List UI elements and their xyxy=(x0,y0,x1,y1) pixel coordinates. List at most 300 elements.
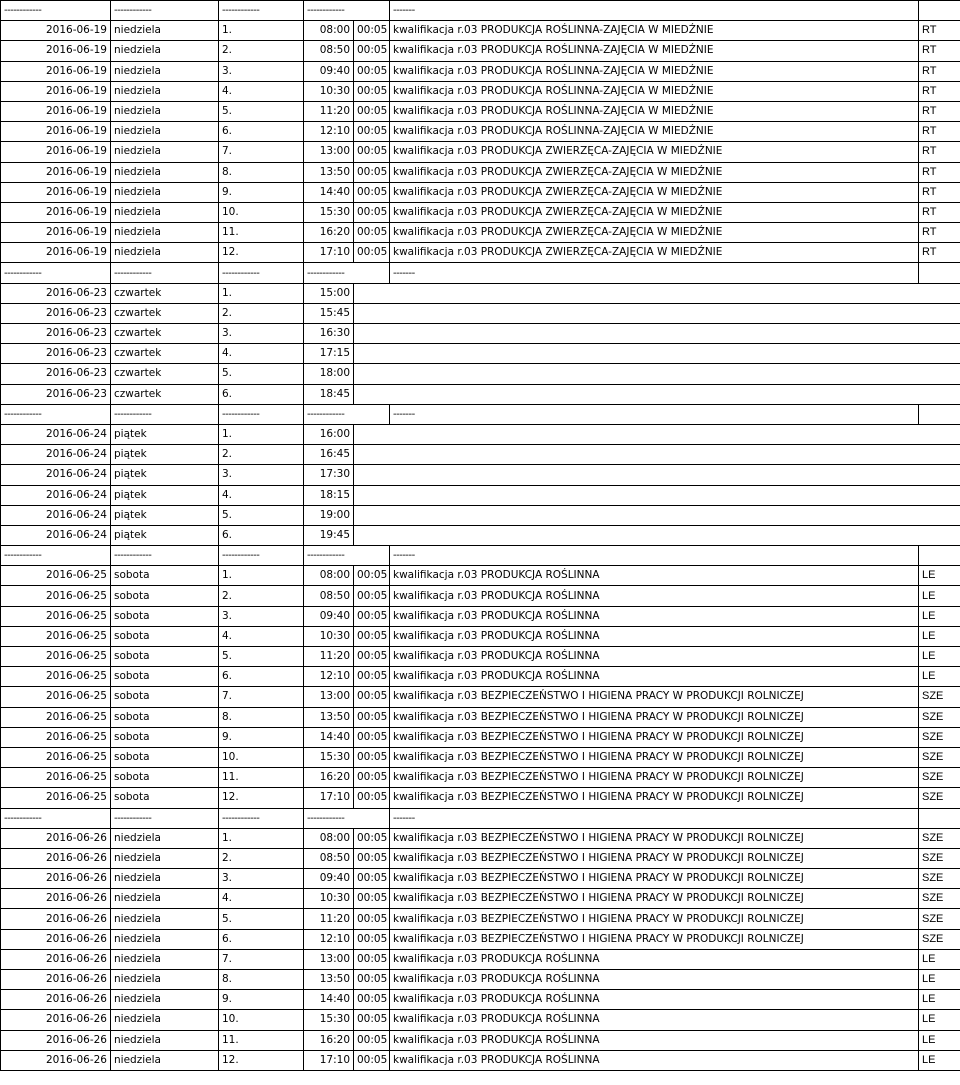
lesson-duration: 00:05 xyxy=(354,1050,390,1070)
lesson-day: sobota xyxy=(111,586,219,606)
lesson-date: 2016-06-26 xyxy=(1,1030,111,1050)
lesson-time: 16:45 xyxy=(304,445,354,465)
lesson-date: 2016-06-23 xyxy=(1,324,111,344)
lesson-time: 18:00 xyxy=(304,364,354,384)
schedule-row xyxy=(1,768,960,788)
lesson-number: 5. xyxy=(219,505,304,525)
lesson-number: 1. xyxy=(219,424,304,444)
schedule-row xyxy=(1,465,960,485)
lesson-date: 2016-06-26 xyxy=(1,869,111,889)
lesson-subject: kwalifikacja r.03 PRODUKCJA ROŚLINNA xyxy=(390,1030,919,1050)
separator-dash: ------- xyxy=(390,808,919,828)
schedule-row xyxy=(1,566,960,586)
lesson-number: 7. xyxy=(219,949,304,969)
separator-row xyxy=(1,263,960,283)
lesson-date: 2016-06-26 xyxy=(1,929,111,949)
lesson-date: 2016-06-25 xyxy=(1,647,111,667)
lesson-day: niedziela xyxy=(111,81,219,101)
lesson-number: 6. xyxy=(219,667,304,687)
schedule-row xyxy=(1,1010,960,1030)
separator-dash: ------------ xyxy=(111,404,219,424)
teacher-code: LE xyxy=(919,647,960,667)
lesson-duration: 00:05 xyxy=(354,202,390,222)
lesson-number: 2. xyxy=(219,848,304,868)
lesson-day: niedziela xyxy=(111,828,219,848)
teacher-code: LE xyxy=(919,1010,960,1030)
schedule-row xyxy=(1,424,960,444)
lesson-number: 3. xyxy=(219,324,304,344)
schedule-row xyxy=(1,162,960,182)
schedule-row xyxy=(1,990,960,1010)
teacher-code: RT xyxy=(919,182,960,202)
lesson-subject: kwalifikacja r.03 PRODUKCJA ROŚLINNA-ZAJĘCIA W MIEDŹNIE xyxy=(390,122,919,142)
schedule-row xyxy=(1,202,960,222)
lesson-date: 2016-06-19 xyxy=(1,101,111,121)
lesson-duration: 00:05 xyxy=(354,21,390,41)
separator-blank xyxy=(919,263,960,283)
lesson-number: 1. xyxy=(219,566,304,586)
schedule-row xyxy=(1,909,960,929)
lesson-date: 2016-06-19 xyxy=(1,21,111,41)
lesson-date: 2016-06-24 xyxy=(1,525,111,545)
separator-dash: ------------ xyxy=(304,546,390,566)
teacher-code: SZE xyxy=(919,727,960,747)
schedule-row xyxy=(1,81,960,101)
schedule-row xyxy=(1,445,960,465)
lesson-time: 17:30 xyxy=(304,465,354,485)
lesson-date: 2016-06-23 xyxy=(1,384,111,404)
lesson-duration: 00:05 xyxy=(354,889,390,909)
lesson-subject: kwalifikacja r.03 PRODUKCJA ROŚLINNA xyxy=(390,970,919,990)
lesson-subject: kwalifikacja r.03 BEZPIECZEŃSTWO I HIGIENA PRACY W PRODUKCJI ROLNICZEJ xyxy=(390,909,919,929)
lesson-day: niedziela xyxy=(111,889,219,909)
teacher-code xyxy=(919,303,960,323)
lesson-duration xyxy=(354,485,390,505)
lesson-date: 2016-06-26 xyxy=(1,1010,111,1030)
lesson-number: 7. xyxy=(219,142,304,162)
separator-dash: ------------ xyxy=(1,1,111,21)
separator-dash: ------------ xyxy=(111,808,219,828)
lesson-time: 16:00 xyxy=(304,424,354,444)
teacher-code: SZE xyxy=(919,747,960,767)
lesson-duration: 00:05 xyxy=(354,626,390,646)
lesson-duration: 00:05 xyxy=(354,122,390,142)
lesson-duration: 00:05 xyxy=(354,142,390,162)
lesson-date: 2016-06-26 xyxy=(1,990,111,1010)
lesson-day: niedziela xyxy=(111,848,219,868)
schedule-row xyxy=(1,122,960,142)
lesson-duration: 00:05 xyxy=(354,949,390,969)
lesson-day: niedziela xyxy=(111,223,219,243)
schedule-row xyxy=(1,747,960,767)
teacher-code: LE xyxy=(919,990,960,1010)
separator-dash: ------------ xyxy=(304,263,390,283)
lesson-subject xyxy=(390,324,919,344)
lesson-day: piątek xyxy=(111,465,219,485)
lesson-number: 5. xyxy=(219,909,304,929)
lesson-day: niedziela xyxy=(111,1030,219,1050)
lesson-duration: 00:05 xyxy=(354,81,390,101)
teacher-code: SZE xyxy=(919,768,960,788)
lesson-subject xyxy=(390,505,919,525)
teacher-code: LE xyxy=(919,949,960,969)
lesson-date: 2016-06-24 xyxy=(1,424,111,444)
separator-dash: ------------ xyxy=(219,404,304,424)
lesson-time: 08:50 xyxy=(304,586,354,606)
lesson-date: 2016-06-19 xyxy=(1,243,111,263)
schedule-row xyxy=(1,485,960,505)
lesson-number: 12. xyxy=(219,788,304,808)
lesson-subject: kwalifikacja r.03 PRODUKCJA ROŚLINNA xyxy=(390,606,919,626)
separator-row xyxy=(1,1,960,21)
lesson-duration: 00:05 xyxy=(354,929,390,949)
lesson-duration: 00:05 xyxy=(354,41,390,61)
lesson-duration: 00:05 xyxy=(354,586,390,606)
lesson-number: 10. xyxy=(219,1010,304,1030)
separator-dash: ------- xyxy=(390,263,919,283)
lesson-date: 2016-06-25 xyxy=(1,687,111,707)
lesson-time: 15:30 xyxy=(304,202,354,222)
separator-dash: ------- xyxy=(390,546,919,566)
lesson-date: 2016-06-19 xyxy=(1,61,111,81)
lesson-duration xyxy=(354,364,390,384)
lesson-number: 4. xyxy=(219,81,304,101)
lesson-subject xyxy=(390,364,919,384)
lesson-number: 6. xyxy=(219,929,304,949)
lesson-date: 2016-06-25 xyxy=(1,788,111,808)
lesson-duration: 00:05 xyxy=(354,647,390,667)
lesson-time: 13:50 xyxy=(304,707,354,727)
lesson-number: 3. xyxy=(219,869,304,889)
teacher-code: RT xyxy=(919,223,960,243)
lesson-date: 2016-06-19 xyxy=(1,223,111,243)
teacher-code: SZE xyxy=(919,929,960,949)
lesson-subject: kwalifikacja r.03 BEZPIECZEŃSTWO I HIGIENA PRACY W PRODUKCJI ROLNICZEJ xyxy=(390,828,919,848)
lesson-time: 15:00 xyxy=(304,283,354,303)
lesson-number: 3. xyxy=(219,61,304,81)
lesson-number: 10. xyxy=(219,747,304,767)
schedule-row xyxy=(1,283,960,303)
lesson-date: 2016-06-24 xyxy=(1,485,111,505)
teacher-code: LE xyxy=(919,586,960,606)
separator-dash: ------- xyxy=(390,1,919,21)
lesson-day: sobota xyxy=(111,606,219,626)
lesson-date: 2016-06-25 xyxy=(1,667,111,687)
teacher-code xyxy=(919,525,960,545)
lesson-time: 19:45 xyxy=(304,525,354,545)
teacher-code xyxy=(919,384,960,404)
lesson-day: czwartek xyxy=(111,283,219,303)
teacher-code xyxy=(919,424,960,444)
schedule-row xyxy=(1,626,960,646)
schedule-row xyxy=(1,384,960,404)
teacher-code xyxy=(919,364,960,384)
lesson-number: 8. xyxy=(219,162,304,182)
schedule-row xyxy=(1,949,960,969)
lesson-duration: 00:05 xyxy=(354,1010,390,1030)
lesson-duration xyxy=(354,424,390,444)
lesson-duration: 00:05 xyxy=(354,909,390,929)
lesson-day: sobota xyxy=(111,727,219,747)
lesson-date: 2016-06-19 xyxy=(1,182,111,202)
teacher-code: RT xyxy=(919,142,960,162)
separator-dash: ------------ xyxy=(219,546,304,566)
lesson-duration: 00:05 xyxy=(354,768,390,788)
lesson-day: sobota xyxy=(111,626,219,646)
separator-dash: ------------ xyxy=(1,546,111,566)
lesson-subject: kwalifikacja r.03 PRODUKCJA ROŚLINNA xyxy=(390,1010,919,1030)
schedule-row xyxy=(1,687,960,707)
lesson-date: 2016-06-25 xyxy=(1,566,111,586)
teacher-code: SZE xyxy=(919,788,960,808)
lesson-number: 4. xyxy=(219,626,304,646)
schedule-row xyxy=(1,707,960,727)
lesson-subject: kwalifikacja r.03 PRODUKCJA ZWIERZĘCA-ZAJĘCIA W MIEDŹNIE xyxy=(390,202,919,222)
teacher-code: SZE xyxy=(919,889,960,909)
teacher-code xyxy=(919,324,960,344)
lesson-time: 13:00 xyxy=(304,687,354,707)
separator-dash: ------------ xyxy=(304,808,390,828)
teacher-code: RT xyxy=(919,21,960,41)
lesson-number: 12. xyxy=(219,243,304,263)
lesson-date: 2016-06-26 xyxy=(1,828,111,848)
lesson-date: 2016-06-19 xyxy=(1,41,111,61)
lesson-day: czwartek xyxy=(111,303,219,323)
lesson-number: 4. xyxy=(219,485,304,505)
lesson-duration xyxy=(354,283,390,303)
lesson-time: 13:00 xyxy=(304,949,354,969)
lesson-time: 12:10 xyxy=(304,122,354,142)
lesson-number: 5. xyxy=(219,364,304,384)
lesson-subject: kwalifikacja r.03 PRODUKCJA ROŚLINNA xyxy=(390,990,919,1010)
lesson-duration: 00:05 xyxy=(354,566,390,586)
lesson-time: 10:30 xyxy=(304,81,354,101)
lesson-day: niedziela xyxy=(111,41,219,61)
schedule-row xyxy=(1,586,960,606)
separator-dash: ------------ xyxy=(219,1,304,21)
lesson-duration: 00:05 xyxy=(354,1030,390,1050)
lesson-duration xyxy=(354,303,390,323)
lesson-duration: 00:05 xyxy=(354,687,390,707)
lesson-day: niedziela xyxy=(111,202,219,222)
schedule-row xyxy=(1,364,960,384)
lesson-day: piątek xyxy=(111,424,219,444)
teacher-code: RT xyxy=(919,202,960,222)
lesson-subject: kwalifikacja r.03 PRODUKCJA ROŚLINNA xyxy=(390,647,919,667)
teacher-code: RT xyxy=(919,243,960,263)
lesson-day: niedziela xyxy=(111,949,219,969)
lesson-subject: kwalifikacja r.03 PRODUKCJA ROŚLINNA xyxy=(390,1050,919,1070)
lesson-date: 2016-06-25 xyxy=(1,747,111,767)
schedule-row xyxy=(1,606,960,626)
schedule-row xyxy=(1,525,960,545)
separator-blank xyxy=(919,1,960,21)
lesson-day: czwartek xyxy=(111,344,219,364)
lesson-day: sobota xyxy=(111,667,219,687)
lesson-date: 2016-06-24 xyxy=(1,445,111,465)
lesson-subject: kwalifikacja r.03 BEZPIECZEŃSTWO I HIGIENA PRACY W PRODUKCJI ROLNICZEJ xyxy=(390,747,919,767)
lesson-duration xyxy=(354,525,390,545)
lesson-date: 2016-06-26 xyxy=(1,1050,111,1070)
schedule-row xyxy=(1,324,960,344)
lesson-subject: kwalifikacja r.03 PRODUKCJA ZWIERZĘCA-ZAJĘCIA W MIEDŹNIE xyxy=(390,243,919,263)
lesson-time: 15:30 xyxy=(304,747,354,767)
lesson-date: 2016-06-23 xyxy=(1,303,111,323)
lesson-subject: kwalifikacja r.03 PRODUKCJA ROŚLINNA-ZAJĘCIA W MIEDŹNIE xyxy=(390,41,919,61)
lesson-day: niedziela xyxy=(111,142,219,162)
lesson-number: 2. xyxy=(219,586,304,606)
lesson-subject xyxy=(390,303,919,323)
lesson-time: 17:10 xyxy=(304,788,354,808)
lesson-duration: 00:05 xyxy=(354,747,390,767)
lesson-day: piątek xyxy=(111,485,219,505)
lesson-duration xyxy=(354,384,390,404)
lesson-subject xyxy=(390,525,919,545)
lesson-duration: 00:05 xyxy=(354,101,390,121)
lesson-duration: 00:05 xyxy=(354,727,390,747)
lesson-subject: kwalifikacja r.03 PRODUKCJA ROŚLINNA xyxy=(390,949,919,969)
lesson-date: 2016-06-19 xyxy=(1,142,111,162)
lesson-time: 12:10 xyxy=(304,667,354,687)
schedule-row xyxy=(1,41,960,61)
lesson-day: niedziela xyxy=(111,1050,219,1070)
teacher-code: RT xyxy=(919,122,960,142)
lesson-subject: kwalifikacja r.03 PRODUKCJA ZWIERZĘCA-ZAJĘCIA W MIEDŹNIE xyxy=(390,182,919,202)
lesson-number: 5. xyxy=(219,101,304,121)
schedule-row xyxy=(1,344,960,364)
teacher-code: RT xyxy=(919,162,960,182)
lesson-date: 2016-06-25 xyxy=(1,768,111,788)
lesson-subject: kwalifikacja r.03 PRODUKCJA ROŚLINNA xyxy=(390,626,919,646)
teacher-code xyxy=(919,505,960,525)
separator-dash: ------------ xyxy=(1,808,111,828)
schedule-row xyxy=(1,788,960,808)
lesson-duration xyxy=(354,324,390,344)
teacher-code: SZE xyxy=(919,707,960,727)
lesson-day: niedziela xyxy=(111,970,219,990)
teacher-code: LE xyxy=(919,606,960,626)
lesson-day: sobota xyxy=(111,707,219,727)
lesson-number: 6. xyxy=(219,525,304,545)
lesson-number: 1. xyxy=(219,21,304,41)
schedule-row xyxy=(1,303,960,323)
lesson-subject xyxy=(390,384,919,404)
lesson-date: 2016-06-25 xyxy=(1,727,111,747)
lesson-duration: 00:05 xyxy=(354,707,390,727)
lesson-number: 8. xyxy=(219,707,304,727)
schedule-row xyxy=(1,970,960,990)
lesson-number: 6. xyxy=(219,122,304,142)
teacher-code: RT xyxy=(919,81,960,101)
separator-dash: ------------ xyxy=(1,404,111,424)
lesson-day: sobota xyxy=(111,566,219,586)
lesson-subject: kwalifikacja r.03 PRODUKCJA ROŚLINNA-ZAJĘCIA W MIEDŹNIE xyxy=(390,81,919,101)
lesson-number: 2. xyxy=(219,41,304,61)
schedule-row xyxy=(1,505,960,525)
lesson-day: niedziela xyxy=(111,162,219,182)
separator-dash: ------------ xyxy=(111,263,219,283)
teacher-code: SZE xyxy=(919,687,960,707)
separator-dash: ------------ xyxy=(111,1,219,21)
lesson-subject: kwalifikacja r.03 BEZPIECZEŃSTWO I HIGIENA PRACY W PRODUKCJI ROLNICZEJ xyxy=(390,869,919,889)
lesson-subject: kwalifikacja r.03 PRODUKCJA ZWIERZĘCA-ZAJĘCIA W MIEDŹNIE xyxy=(390,142,919,162)
teacher-code xyxy=(919,485,960,505)
lesson-time: 16:20 xyxy=(304,223,354,243)
teacher-code: LE xyxy=(919,1030,960,1050)
lesson-time: 16:20 xyxy=(304,1030,354,1050)
lesson-time: 11:20 xyxy=(304,647,354,667)
lesson-duration: 00:05 xyxy=(354,788,390,808)
schedule-row xyxy=(1,101,960,121)
lesson-time: 19:00 xyxy=(304,505,354,525)
separator-dash: ------------ xyxy=(304,1,390,21)
lesson-number: 4. xyxy=(219,344,304,364)
schedule-row xyxy=(1,667,960,687)
lesson-date: 2016-06-19 xyxy=(1,122,111,142)
lesson-duration: 00:05 xyxy=(354,243,390,263)
lesson-time: 15:30 xyxy=(304,1010,354,1030)
lesson-time: 17:10 xyxy=(304,243,354,263)
separator-dash: ------------ xyxy=(219,808,304,828)
lesson-subject: kwalifikacja r.03 BEZPIECZEŃSTWO I HIGIENA PRACY W PRODUKCJI ROLNICZEJ xyxy=(390,707,919,727)
lesson-day: niedziela xyxy=(111,1010,219,1030)
lesson-time: 17:10 xyxy=(304,1050,354,1070)
lesson-number: 8. xyxy=(219,970,304,990)
lesson-day: czwartek xyxy=(111,364,219,384)
lesson-day: niedziela xyxy=(111,101,219,121)
schedule-row xyxy=(1,727,960,747)
lesson-date: 2016-06-23 xyxy=(1,283,111,303)
lesson-subject: kwalifikacja r.03 PRODUKCJA ZWIERZĘCA-ZAJĘCIA W MIEDŹNIE xyxy=(390,162,919,182)
lesson-day: czwartek xyxy=(111,384,219,404)
teacher-code: LE xyxy=(919,667,960,687)
lesson-duration: 00:05 xyxy=(354,606,390,626)
lesson-duration xyxy=(354,344,390,364)
lesson-number: 11. xyxy=(219,223,304,243)
teacher-code: RT xyxy=(919,61,960,81)
lesson-duration: 00:05 xyxy=(354,182,390,202)
lesson-duration: 00:05 xyxy=(354,828,390,848)
lesson-time: 15:45 xyxy=(304,303,354,323)
schedule-row xyxy=(1,142,960,162)
schedule-row xyxy=(1,223,960,243)
lesson-day: piątek xyxy=(111,525,219,545)
lesson-day: sobota xyxy=(111,768,219,788)
lesson-duration: 00:05 xyxy=(354,61,390,81)
lesson-time: 14:40 xyxy=(304,182,354,202)
lesson-time: 10:30 xyxy=(304,889,354,909)
lesson-day: sobota xyxy=(111,788,219,808)
lesson-subject: kwalifikacja r.03 PRODUKCJA ROŚLINNA-ZAJĘCIA W MIEDŹNIE xyxy=(390,21,919,41)
lesson-date: 2016-06-23 xyxy=(1,344,111,364)
lesson-day: niedziela xyxy=(111,909,219,929)
lesson-duration: 00:05 xyxy=(354,223,390,243)
lesson-day: czwartek xyxy=(111,324,219,344)
lesson-number: 9. xyxy=(219,727,304,747)
lesson-date: 2016-06-19 xyxy=(1,202,111,222)
lesson-number: 6. xyxy=(219,384,304,404)
lesson-time: 11:20 xyxy=(304,101,354,121)
lesson-time: 18:15 xyxy=(304,485,354,505)
lesson-date: 2016-06-24 xyxy=(1,465,111,485)
lesson-time: 08:50 xyxy=(304,41,354,61)
lesson-number: 2. xyxy=(219,303,304,323)
lesson-day: niedziela xyxy=(111,122,219,142)
teacher-code: SZE xyxy=(919,828,960,848)
separator-dash: ------- xyxy=(390,404,919,424)
lesson-number: 10. xyxy=(219,202,304,222)
lesson-subject: kwalifikacja r.03 BEZPIECZEŃSTWO I HIGIENA PRACY W PRODUKCJI ROLNICZEJ xyxy=(390,727,919,747)
